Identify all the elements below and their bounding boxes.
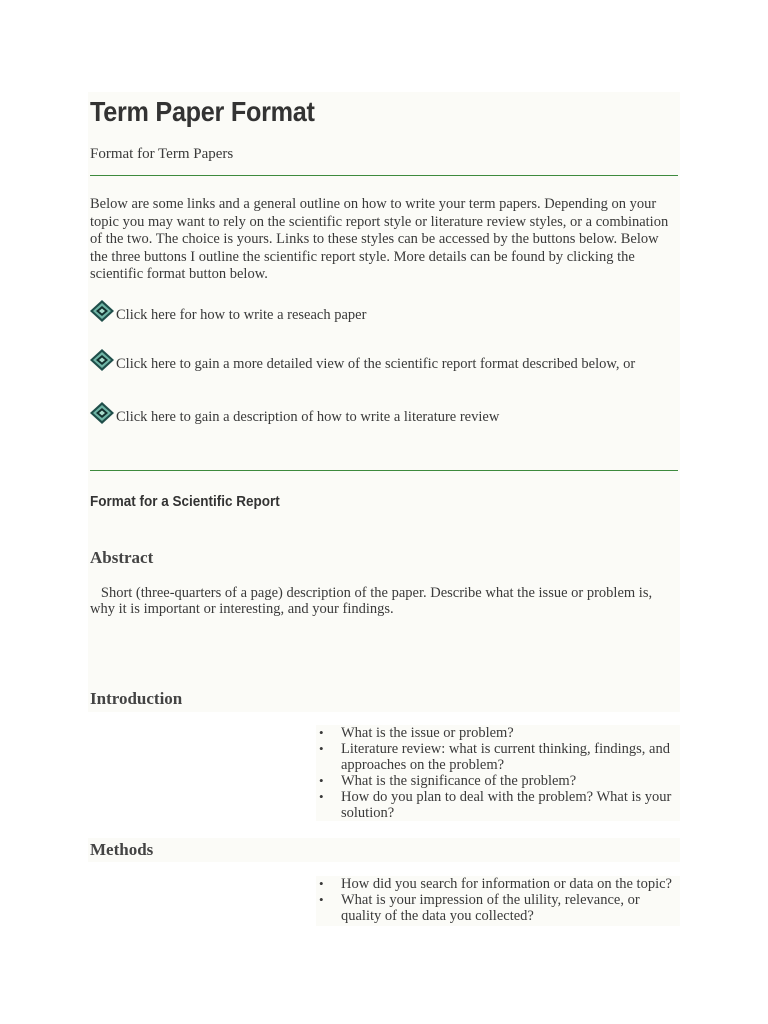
list-item: • What is the significance of the problem? [316, 773, 680, 789]
list-item: • What is the issue or problem? [316, 725, 680, 741]
list-item: • What is your impression of the ulility, relevance, or quality of the data you collected? [316, 892, 680, 924]
diamond-button-icon[interactable] [90, 402, 114, 424]
diamond-button-icon[interactable] [90, 349, 114, 371]
link-label[interactable]: Click here to gain a description of how to write a literature review [116, 408, 500, 425]
methods-heading-bar [88, 838, 680, 862]
page-title: Term Paper Format [90, 96, 315, 127]
divider [90, 175, 678, 176]
methods-heading: Methods [90, 840, 154, 859]
abstract-body: Short (three-quarters of a page) description of the paper. Describe what the issue or problem is, why it is important or interesting, and your findings. [90, 585, 653, 617]
list-item: • How do you plan to deal with the problem? What is your solution? [316, 789, 680, 821]
link-scientific-format[interactable] [90, 349, 650, 374]
methods-list-box [316, 876, 680, 926]
link-label[interactable]: Click here to gain a more detailed view of the scientific report format described below, or [116, 356, 636, 372]
introduction-heading: Introduction [90, 689, 183, 708]
diamond-button-icon[interactable] [90, 300, 114, 322]
link-label[interactable]: Click here for how to write a reseach paper [116, 306, 367, 323]
intro-paragraph: Below are some links and a general outline on how to write your term papers. Depending on your topic you may want to rely on the scientific report style or literature review styles, or a combination of the two. The choice is yours. Links to these styles can be accessed by the buttons below. Below the three buttons I outline the scientific report style. More details can be found by clicking the scientific format button below. [90, 196, 669, 282]
scientific-report-heading: Format for a Scientific Report [90, 493, 280, 510]
link-research-paper[interactable] [90, 300, 650, 325]
list-item: • How did you search for information or data on the topic? [316, 876, 680, 892]
link-literature-review[interactable] [90, 402, 650, 427]
abstract-text [90, 585, 675, 617]
document-page [88, 92, 680, 712]
methods-list [316, 876, 680, 924]
introduction-list [316, 725, 680, 821]
introduction-list-box [316, 725, 680, 821]
divider [90, 470, 678, 471]
list-item: • Literature review: what is current thinking, findings, and approaches on the problem? [316, 741, 680, 773]
page-subtitle: Format for Term Papers [90, 146, 234, 162]
abstract-heading: Abstract [90, 548, 154, 567]
